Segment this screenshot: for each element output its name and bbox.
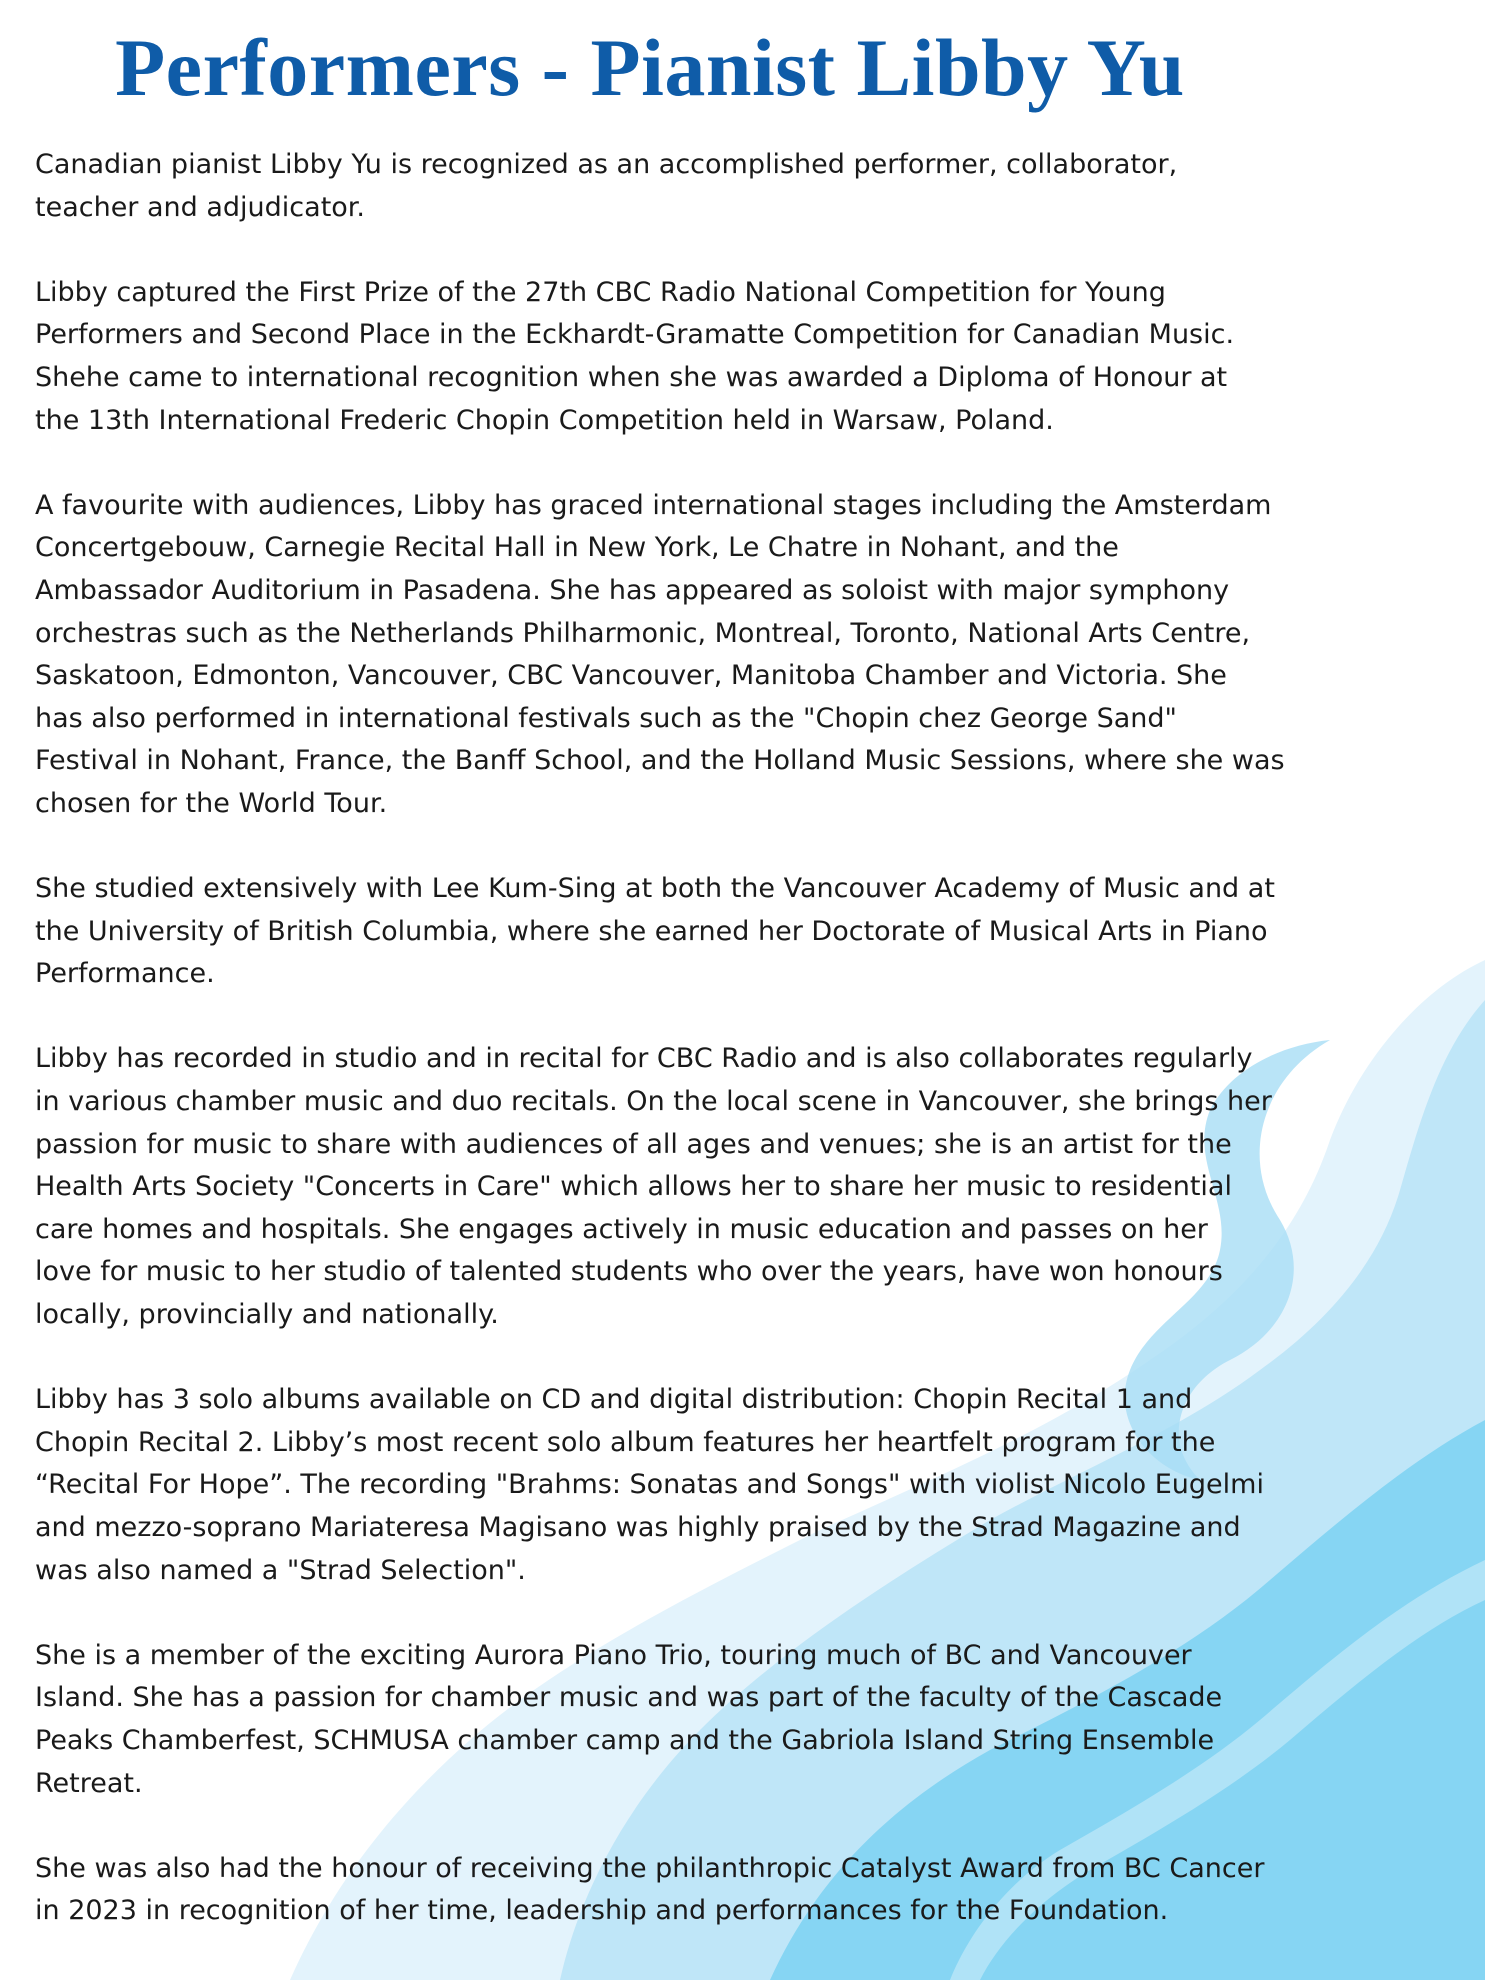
- paragraph-chamber-music: She is a member of the exciting Aurora Piano Trio, touring much of BC and Vancouver Island. She has a passion for chamber music and was part of the faculty of the Cascade Peaks Chamberfest, SCHMUSA chamber camp and the Gabriola Island String Ensemble Retreat.: [35, 1639, 1223, 1799]
- paragraph-education: She studied extensively with Lee Kum-Sing at both the Vancouver Academy of Music and at the University of British Columbia, where she earned her Doctorate of Musical Arts in Piano Performance.: [35, 873, 1275, 990]
- paragraph-albums: Libby has 3 solo albums available on CD and digital distribution: Chopin Recital 1 and Chopin Recital 2. Libby’s most recent solo album features her heartfelt program for the “Recital For Hope”. The recording "Brahms: Sonatas and Songs" with violist Nicolo Eugelmi and mezzo-soprano Mariateresa Magisano was highly praised by the Strad Magazine and was also named a "Strad Selection".: [35, 1384, 1264, 1586]
- biography-text: [35, 144, 1465, 1933]
- paragraph-performances: A favourite with audiences, Libby has graced international stages including the Amsterdam Concertgebouw, Carnegie Recital Hall in New York, Le Chatre in Nohant, and the Ambassador Auditorium in Pasadena. She has appeared as soloist with major symphony orchestras such as the Netherlands Philharmonic, Montreal, Toronto, National Arts Centre, Saskatoon, Edmonton, Vancouver, CBC Vancouver, Manitoba Chamber and Victoria. She has also performed in international festivals such as the "Chopin chez George Sand" Festival in Nohant, France, the Banff School, and the Holland Music Sessions, where she was chosen for the World Tour.: [35, 489, 1285, 819]
- paragraph-catalyst-award: She was also had the honour of receiving the philanthropic Catalyst Award from BC Cancer in 2023 in recognition of her time, leadership and performances for the Foundation.: [35, 1852, 1265, 1927]
- page-title: Performers - Pianist Libby Yu: [115, 22, 1185, 113]
- paragraph-awards: Libby captured the First Prize of the 27th CBC Radio National Competition for Young Performers and Second Place in the Eckhardt-Gramatte Competition for Canadian Music. Shehe came to international recognition when she was awarded a Diploma of Honour at the 13th International Frederic Chopin Competition held in Warsaw, Poland.: [35, 276, 1235, 436]
- paragraph-intro: Canadian pianist Libby Yu is recognized as an accomplished performer, collaborator, teacher and adjudicator.: [35, 149, 1178, 223]
- paragraph-recordings-community: Libby has recorded in studio and in recital for CBC Radio and is also collaborates regularly in various chamber music and duo recitals. On the local scene in Vancouver, she brings her passion for music to share with audiences of all ages and venues; she is an artist for the Health Arts Society "Concerts in Care" which allows her to share her music to residential care homes and hospitals. She engages actively in music education and passes on her love for music to her studio of talented students who over the years, have won honours locally, provincially and nationally.: [35, 1043, 1272, 1331]
